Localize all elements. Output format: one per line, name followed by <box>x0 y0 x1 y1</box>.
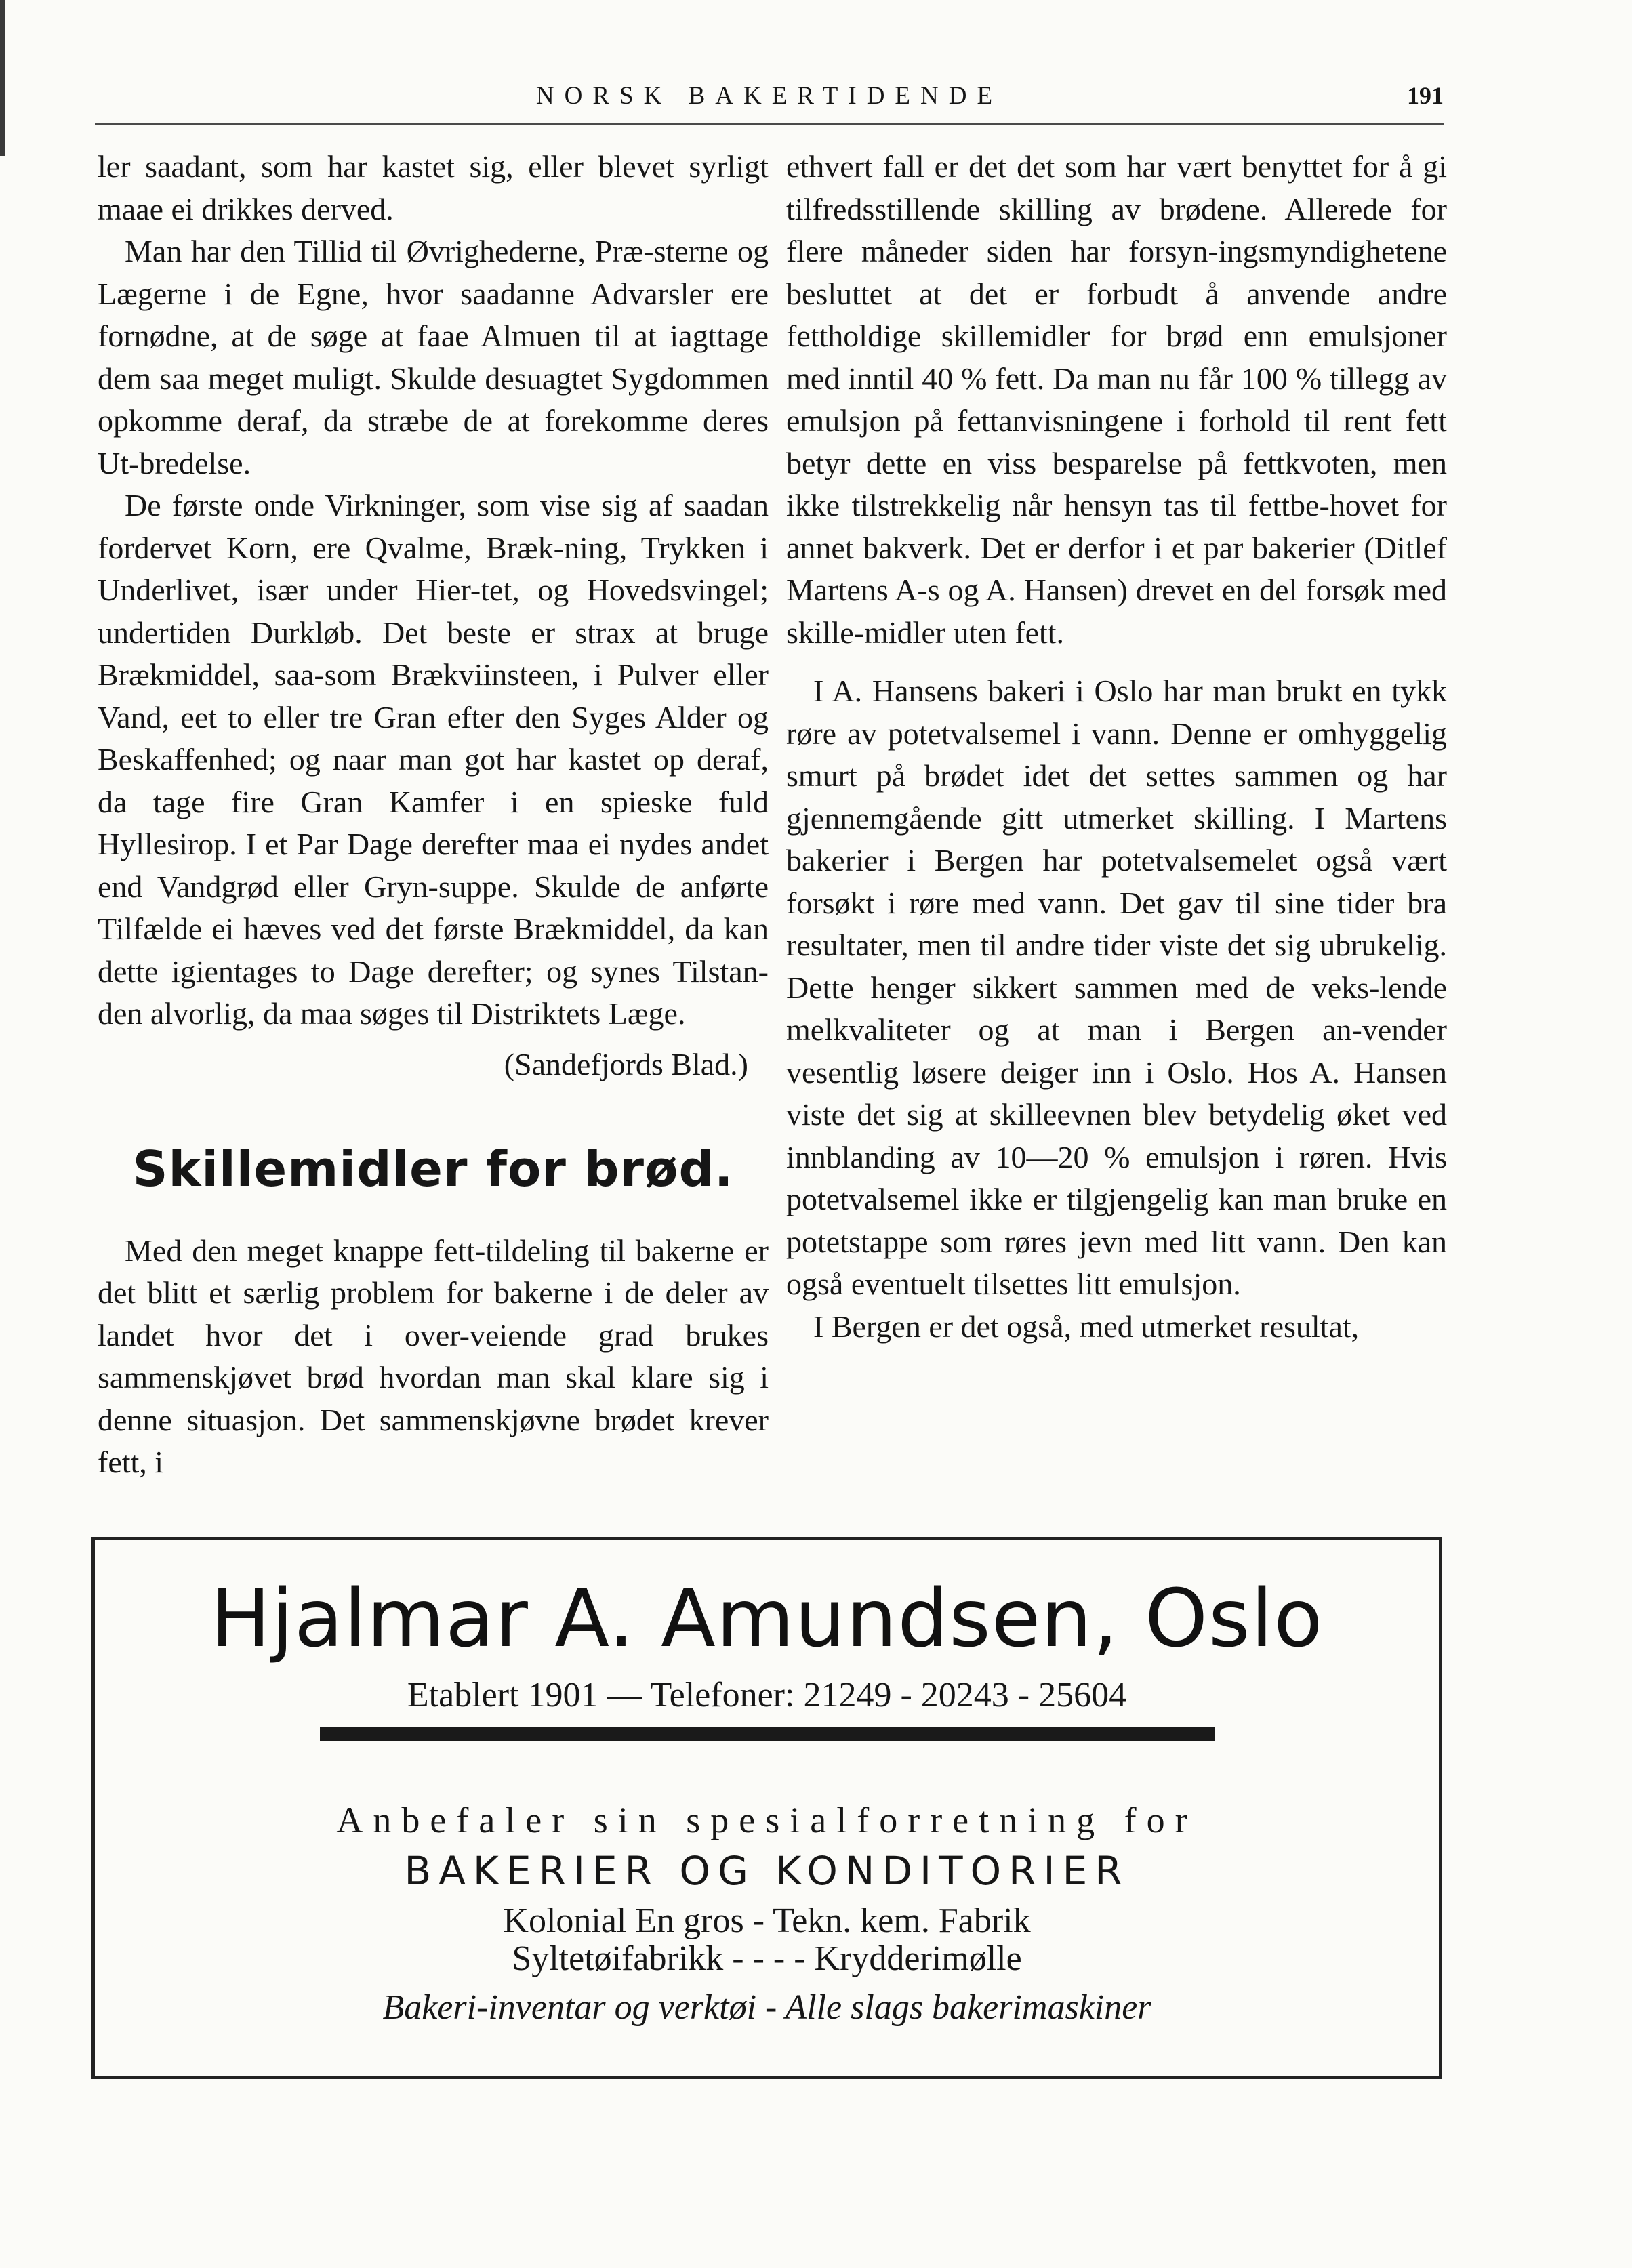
ad-tagline: Anbefaler sin spesialforretning for <box>336 1800 1198 1840</box>
ad-product-line: Syltetøifabrikk - - - - Krydderimølle <box>512 1939 1022 1978</box>
paragraph: ler saadant, som har kastet sig, eller blevet syrligt maae ei drikkes derved. <box>98 149 769 226</box>
ad-divider-bar <box>320 1727 1215 1741</box>
page-header <box>95 76 1444 125</box>
ad-italic-line: Bakeri-inventar og verktøi - Alle slags bakerimaskiner <box>382 1988 1151 2027</box>
article-title: Skillemidler for brød. <box>132 1140 734 1197</box>
source-attribution: (Sandefjords Blad.) <box>504 1046 748 1081</box>
paragraph: I A. Hansens bakeri i Oslo har man brukt en tykk røre av potetvalsemel i vann. Denne er omhyggelig smurt på brødet idet det settes sammen og har gjennemgående gitt utmerket skilling. I Martens bakerier i Bergen har potetvalsemelet også vært forsøkt i røre med vann. Det gav til sine tider bra resultater, men til andre tider viste det sig ubrukelig. Dette henger sikkert sammen med de veks-lende melkvaliteter og at man i Bergen an-vender vesentlig løsere deiger inn i Oslo. Hos A. Hansen viste det sig at skilleevnen blev betydelig øket ved innblanding av 10—20 % emulsjon i røren. Hvis potetvalsemel ikke er tilgjengelig kan man bruke en potetstappe som røres jevn med litt vann. Den kan også eventuelt tilsettes litt emulsjon. <box>786 674 1447 1301</box>
scan-edge-mark <box>0 0 5 156</box>
ad-company-name: Hjalmar A. Amundsen, Oslo <box>210 1571 1324 1665</box>
paragraph: ethvert fall er det det som har vært benyttet for å gi tilfredsstillende skilling av brødene. Allerede for flere måneder siden har forsyn-ingsmyndighetene besluttet at det er forbudt å anvende andre fettholdige skillemidler for brød enn emulsjoner med inntil 40 % fett. Da man nu får 100 % tillegg av emulsjon på fettanvisningene i forhold til rent fett betyr dette en viss besparelse på fettkvoten, men ikke tilstrekkelig når hensyn tas til fettbe-hovet for annet bakverk. Det er derfor i et par bakerier (Ditlef Martens A-s og A. Hansen) drevet en del forsøk med skille-midler uten fett. <box>786 149 1447 650</box>
page-number: 191 <box>1407 82 1444 109</box>
ad-trades: BAKERIER OG KONDITORIER <box>404 1848 1130 1894</box>
paragraph: Man har den Tillid til Øvrighederne, Præ-sterne og Lægerne i de Egne, hvor saadanne Advarsler ere fornødne, at de søge at faae Almuen til at iagttage dem saa meget muligt. Skulde desuagtet Sygdommen opkomme deraf, da stræbe de at forekomme deres Ut-bredelse. <box>98 234 769 480</box>
ad-product-line: Kolonial En gros - Tekn. kem. Fabrik <box>503 1901 1031 1940</box>
advertisement <box>91 1537 1442 2079</box>
publication-title: NORSK BAKERTIDENDE <box>535 82 1003 110</box>
left-column <box>98 146 769 1484</box>
right-column <box>786 146 1447 1348</box>
paragraph: I Bergen er det også, med utmerket resultat, <box>813 1308 1360 1344</box>
ad-phone-line: Etablert 1901 — Telefoner: 21249 - 20243 - 25604 <box>407 1676 1127 1714</box>
paragraph: Med den meget knappe fett-tildeling til bakerne er det blitt et særlig problem for bakerne i de deler av landet hvor det i over-veiende grad brukes sammenskjøvet brød hvordan man skal klare sig i denne situasjon. Det sammenskjøvne brødet krever fett, i <box>98 1233 769 1479</box>
paragraph: De første onde Virkninger, som vise sig af saadan fordervet Korn, ere Qvalme, Bræk-ning, Trykken i Underlivet, især under Hier-tet, og Hovedsvingel; undertiden Durkløb. Det beste er strax at bruge Brækmiddel, saa-som Brækviinsteen, i Pulver eller Vand, eet to eller tre Gran efter den Syges Alder og Beskaffenhed; og naar man got har kastet op deraf, da tage fire Gran Kamfer i en spieske fuld Hyllesirop. I et Par Dage derefter maa ei nydes andet end Vandgrød eller Gryn-suppe. Skulde de anførte Tilfælde ei hæves ved det første Brækmiddel, da kan dette igientages to Dage derefter; og synes Tilstan-den alvorlig, da maa søges til Distriktets Læge. <box>98 488 769 1031</box>
